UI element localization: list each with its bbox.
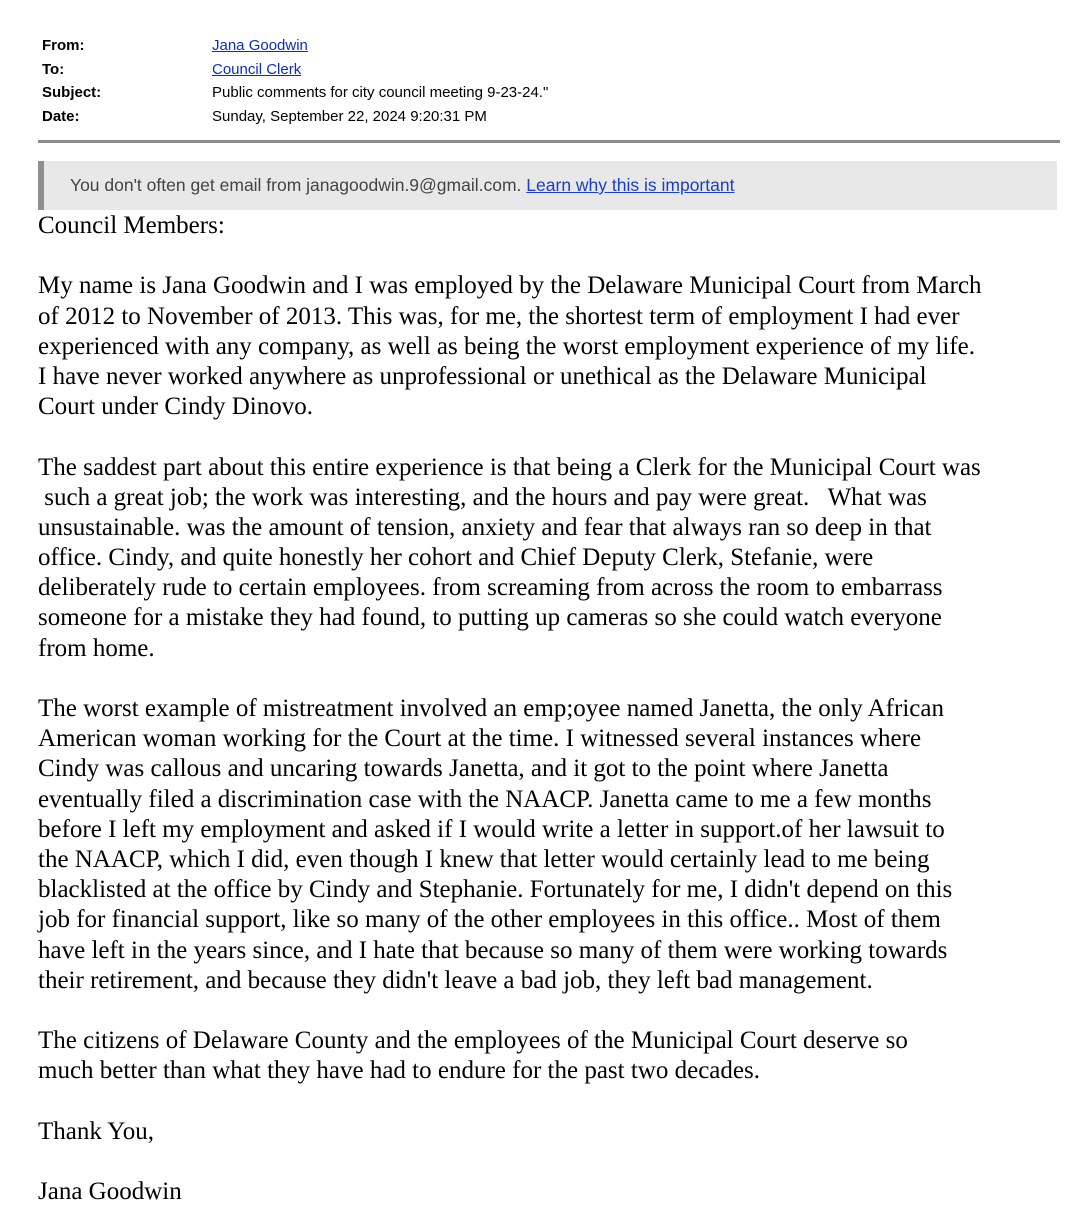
subject-label: Subject: [42, 84, 102, 101]
learn-why-link[interactable]: Learn why this is important [526, 175, 735, 195]
text-line: much better than what they have had to endure for the past two decades. [38, 1057, 760, 1085]
paragraph-2 [38, 453, 1068, 664]
letter-body [38, 211, 1068, 1207]
text-line: job for financial support, like so many of the other employees in this office.. Most of them [38, 906, 941, 934]
text-line: blacklisted at the office by Cindy and Stephanie. Fortunately for me, I didn't depend on this [38, 876, 953, 904]
from-label: From: [42, 37, 85, 54]
salutation: Council Members: [38, 212, 225, 239]
subject-value: Public comments for city council meeting 9-23-24." [212, 84, 549, 101]
text-line: from home. [38, 634, 155, 662]
from-link[interactable]: Jana Goodwin [212, 37, 308, 54]
text-line: My name is Jana Goodwin and I was employed by the Delaware Municipal Court from March [38, 272, 982, 300]
text-line: Court under Cindy Dinovo. [38, 393, 313, 421]
text-line: I have never worked anywhere as unprofessional or unethical as the Delaware Municipal [38, 362, 927, 390]
text-line: Cindy was callous and uncaring towards Janetta, and it got to the point where Janetta [38, 755, 889, 783]
text-line: of 2012 to November of 2013. This was, for me, the shortest term of employment I had ever [38, 302, 960, 330]
text-line: unsustainable. was the amount of tension, anxiety and fear that always ran so deep in that [38, 513, 932, 541]
date-value: Sunday, September 22, 2024 9:20:31 PM [212, 107, 487, 125]
text-line: have left in the years since, and I hate that because so many of them were working towards [38, 936, 948, 964]
text-line: deliberately rude to certain employees. from screaming from across the room to embarrass [38, 574, 943, 602]
text-line: before I left my employment and asked if I would write a letter in support.of her lawsuit to [38, 815, 945, 843]
text-line: such a great job; the work was interesting, and the hours and pay were great. What was [38, 483, 927, 511]
closing: Thank You, [38, 1117, 154, 1145]
to-link[interactable]: Council Clerk [212, 60, 302, 78]
paragraph-3 [38, 694, 1068, 996]
text-line: office. Cindy, and quite honestly her cohort and Chief Deputy Clerk, Stefanie, were [38, 544, 874, 572]
text-line: someone for a mistake they had found, to putting up cameras so she could watch everyone [38, 604, 942, 632]
paragraph-4 [38, 1026, 1068, 1086]
text-line: The citizens of Delaware County and the employees of the Municipal Court deserve so [38, 1027, 908, 1055]
external-sender-banner [38, 161, 1057, 210]
from-row [42, 34, 1042, 58]
text-line: the NAACP, which I did, even though I knew that letter would certainly lead to me being [38, 845, 930, 873]
to-label: To: [42, 60, 65, 78]
text-line: American woman working for the Court at the time. I witnessed several instances where [38, 725, 922, 753]
text-line: The saddest part about this entire experience is that being a Clerk for the Municipal Court was [38, 453, 981, 481]
subject-row [42, 81, 1042, 105]
text-line: experienced with any company, as well as being the worst employment experience of my life. [38, 332, 975, 360]
date-row [42, 105, 1042, 129]
email-header [42, 34, 1042, 128]
signature: Jana Goodwin [38, 1178, 182, 1205]
text-line: eventually filed a discrimination case with the NAACP. Janetta came to me a few months [38, 785, 932, 813]
banner-text: You don't often get email from janagoodwin.9@gmail.com. [70, 175, 522, 195]
text-line: The worst example of mistreatment involved an emp;oyee named Janetta, the only African [38, 695, 944, 722]
paragraph-1 [38, 271, 1068, 422]
text-line: their retirement, and because they didn't leave a bad job, they left bad management. [38, 966, 873, 994]
header-divider [38, 140, 1060, 143]
date-label: Date: [42, 107, 80, 125]
to-row [42, 58, 1042, 82]
